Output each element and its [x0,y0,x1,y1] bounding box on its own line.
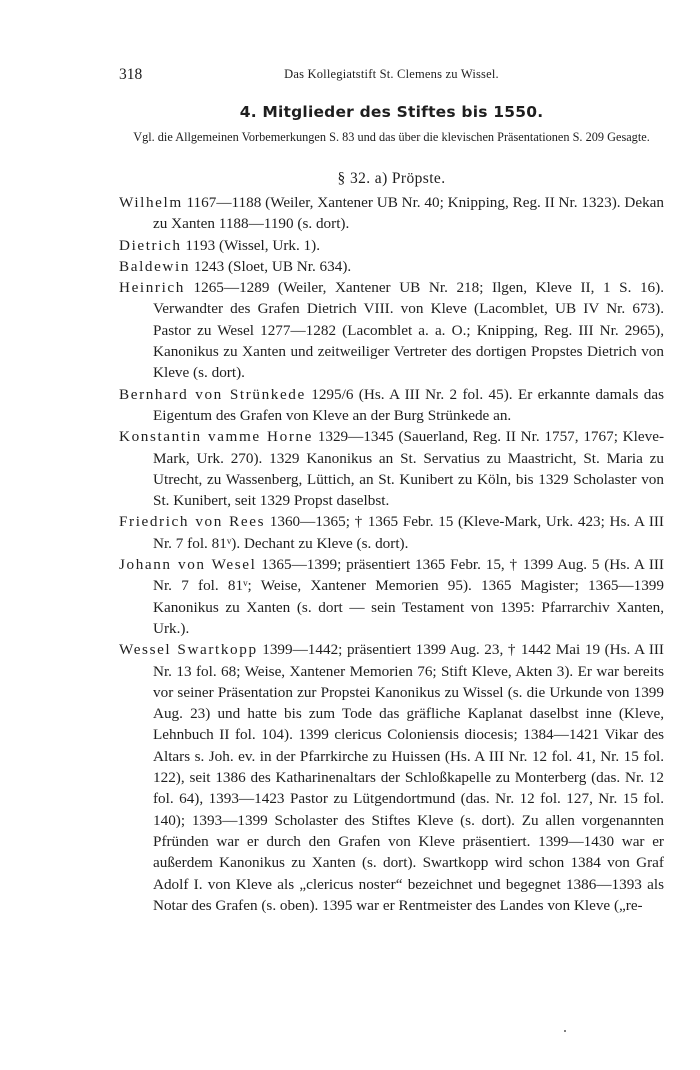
entry-name: Dietrich [119,236,182,254]
page-number: 318 [119,66,143,83]
list-item [119,235,664,256]
running-header [119,66,664,86]
entry-name: Heinrich [119,279,185,297]
entry-text: 1167—1188 (Weiler, Xantener UB Nr. 40; Knipping, Reg. II Nr. 1323). Dekan zu Xanten 1188—1190 (s. dort). [153,194,664,233]
entry-name: Johann von Wesel [119,556,257,574]
entry-name: Bernhard von Strünkede [119,385,306,403]
entry-list [119,192,664,916]
entry-text: 1399—1442; präsentiert 1399 Aug. 23, † 1442 Mai 19 (Hs. A III Nr. 13 fol. 68; Weise, Xantener Memorien 76; Stift Kleve, Akten 3). Er war bereits vor seiner Präsentation zur Propstei Kanonikus zu Wissel (s. die Urkunde von 1399 Aug. 23) und hatte bis zum Tode das gräfliche Kaplanat daselbst inne (Kleve, Lehnbuch II fol. 104). 1399 clericus Coloniensis diocesis; 1384—1421 Vikar des Altars s. Joh. ev. in der Pfarrkirche zu Huissen (Hs. A III Nr. 12 fol. 41, Nr. 15 fol. 122), seit 1386 des Katharinenaltars der Schloßkapelle zu Monterberg (das. Nr. 12 fol. 64), 1393—1423 Pastor zu Lütgendortmund (das. Nr. 12 fol. 127, Nr. 15 fol. 140); 1393—1399 Scholaster des Stiftes Kleve (s. dort). Zu allen vorgenannten Pfründen war er durch den Grafen von Kleve präsentiert. 1399—1430 war er außerdem Kanonikus zu Xanten (s. dort). Swartkopp wird schon 1384 von Graf Adolf I. von Kleve als „clericus noster“ bezeichnet und begegnet 1386—1393 als Notar des Grafen (s. oben). 1395 war er Rentmeister des Landes von Kleve („re- [153,641,664,914]
subsection-heading: § 32. a) Pröpste. [337,170,446,187]
entry-name: Wessel Swartkopp [119,641,258,659]
entry-name: Friedrich von Rees [119,513,266,531]
print-speck [564,1030,566,1032]
running-title: Das Kollegiatstift St. Clemens zu Wissel. [284,67,499,81]
list-item [119,256,664,277]
list-item [119,426,664,511]
entry-name: Konstantin vamme Horne [119,428,314,446]
list-item [119,639,664,916]
entry-name: Baldewin [119,257,191,275]
entry-text: 1329—1345 (Sauerland, Reg. II Nr. 1757, 1767; Kleve-Mark, Urk. 270). 1329 Kanonikus an St. Servatius zu Maastricht, St. Maria zu Utrecht, zu Wassenberg, Lüttich, an St. Kunibert zu Köln, bis 1329 Scholaster von St. Kunibert, seit 1329 Propst daselbst. [153,428,664,510]
list-item [119,277,664,383]
entry-text: 1365—1399; präsentiert 1365 Febr. 15, † 1399 Aug. 5 (Hs. A III Nr. 7 fol. 81ᵛ; Weise, Xantener Memorien 95). 1365 Magister; 1365—1399 Kanonikus zu Xanten (s. dort — sein Testament von 1395: Pfarrarchiv Xanten, Urk.). [153,556,664,637]
list-item [119,554,664,639]
list-item [119,511,664,554]
entry-text: 1295/6 (Hs. A III Nr. 2 fol. 45). Er erkannte damals das Eigentum des Grafen von Kleve an der Burg Strünkede an. [153,385,664,424]
entry-text: 1243 (Sloet, UB Nr. 634). [190,257,352,275]
entry-text: 1265—1289 (Weiler, Xantener UB Nr. 218; Ilgen, Kleve II, 1 S. 16). Verwandter des Grafen Dietrich VIII. von Kleve (Lacomblet, UB IV Nr. 673). Pastor zu Wesel 1277—1282 (Lacomblet a. a. O.; Knipping, Reg. III Nr. 2965), Kanonikus zu Xanten und zeitweiliger Vertreter des dortigen Propstes Dietrich von Kleve (s. dort). [153,279,664,382]
entry-text: 1360—1365; † 1365 Febr. 15 (Kleve-Mark, Urk. 423; Hs. A III Nr. 7 fol. 81ᵛ). Dechant zu Kleve (s. dort). [153,513,664,552]
entry-name: Wilhelm [119,194,183,211]
entry-text: 1193 (Wissel, Urk. 1). [181,236,321,254]
introductory-note: Vgl. die Allgemeinen Vorbemerkungen S. 83 und das über die klevischen Präsentationen S. 209 Gesagte. [133,130,650,144]
list-item [119,192,664,235]
section-title: 4. Mitglieder des Stiftes bis 1550. [239,103,544,121]
list-item [119,384,664,427]
